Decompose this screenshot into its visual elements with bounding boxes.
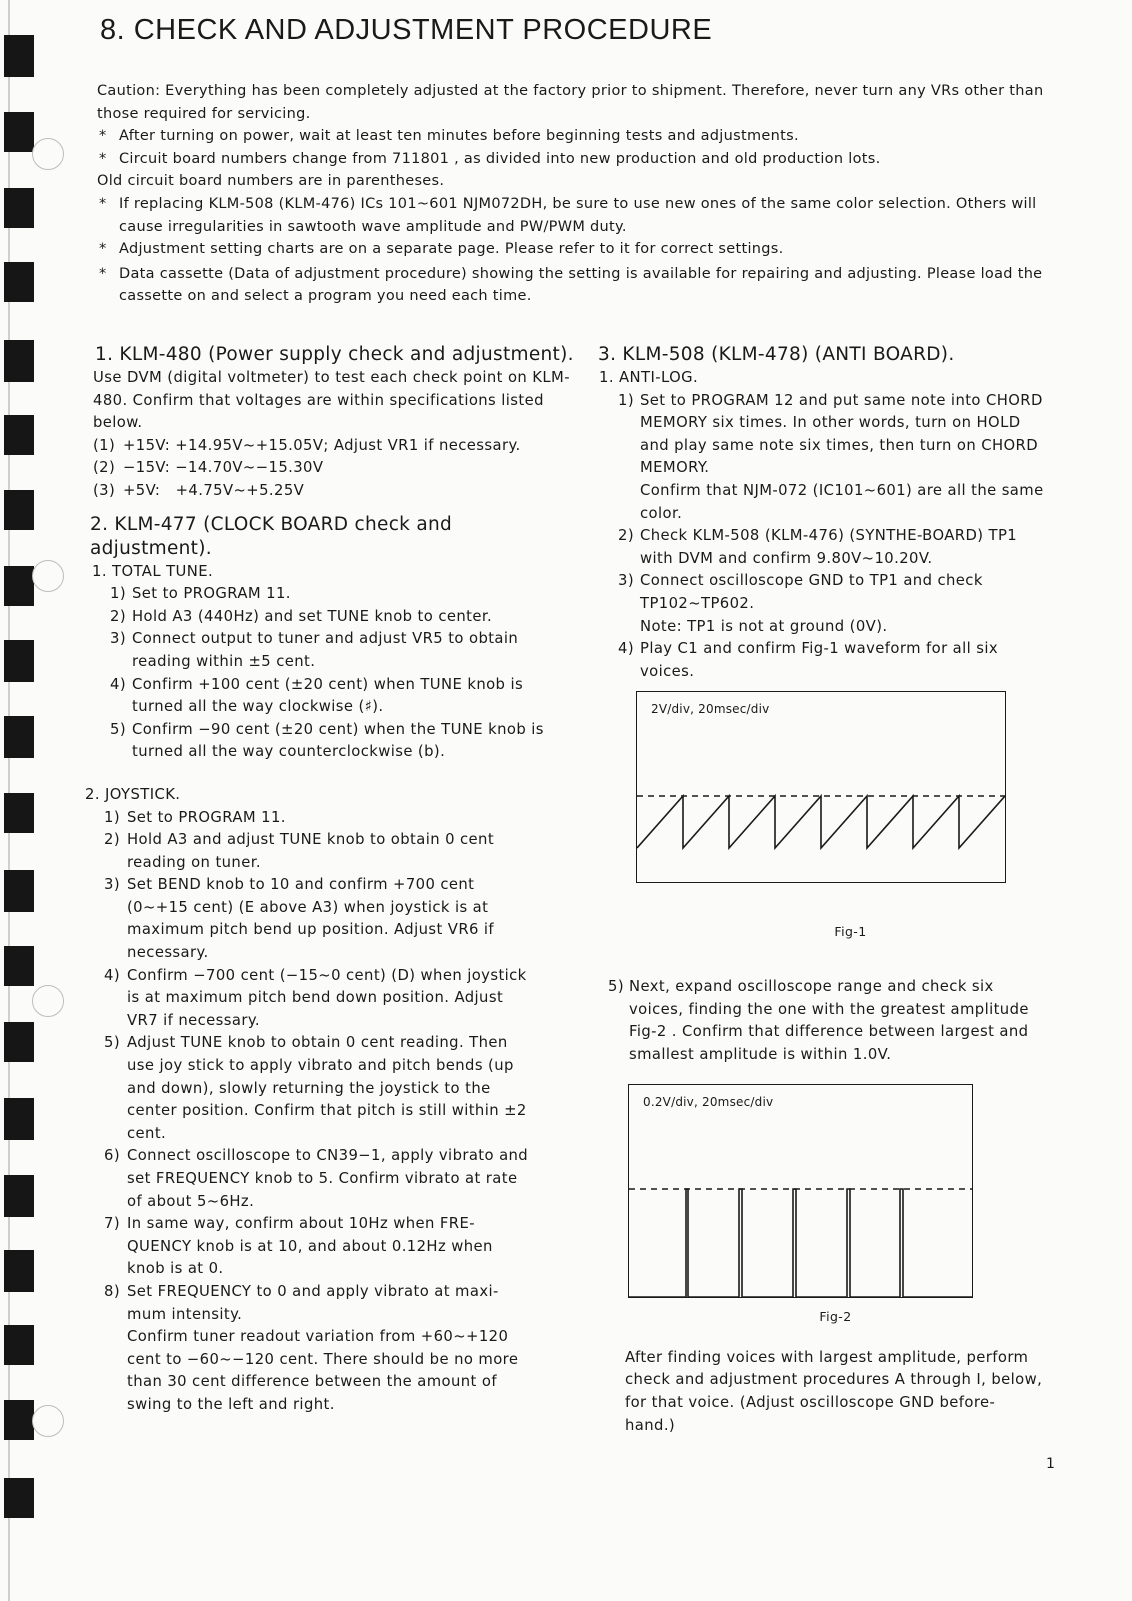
list-item: 4) Play C1 and confirm Fig-1 waveform for all six voices.: [618, 640, 999, 680]
figure-label: 0.2V/div, 20msec/div: [643, 1095, 774, 1110]
right-column: [598, 343, 1053, 1437]
pulse-waveform: [629, 1085, 972, 1297]
caution-block: [97, 80, 1062, 308]
figure-caption: Fig-2: [819, 1309, 852, 1325]
figure-caption: Fig-1: [834, 924, 867, 940]
section-heading: 1. KLM-480 (Power supply check and adjustment).: [95, 344, 574, 365]
list-item: 5) Next, expand oscilloscope range and check six voices, finding the one with the greatest amplitude Fig-2 . Confirm that difference between largest and smallest amplitude is within 1.0V.: [608, 977, 1029, 1063]
list-item: 5) Confirm −90 cent (±20 cent) when the TUNE knob is turned all the way counterclockwise (b).: [110, 720, 544, 761]
oscilloscope-figure-1: [636, 691, 1006, 883]
caution-bullet: * If replacing KLM-508 (KLM-476) ICs 101~601 NJM072DH, be sure to use new ones of the same color selection. Others will cause irregularities in sawtooth wave amplitude and PW/PWM duty.: [97, 193, 1062, 238]
page-title: 8. CHECK AND ADJUSTMENT PROCEDURE: [100, 14, 713, 46]
list-item: 4) Confirm +100 cent (±20 cent) when TUNE knob is turned all the way clockwise (♯).: [110, 675, 524, 716]
caution-bullet: * Data cassette (Data of adjustment procedure) showing the setting is available for repairing and adjusting. Please load the cassette on and select a program you need each time.: [97, 263, 1062, 308]
list-item: 1) Set to PROGRAM 11.: [104, 808, 286, 826]
list-item-continued: Confirm tuner readout variation from +60~+120 cent to −60~−120 cent. There should be no more than 30 cent difference between the amount of swing to the left and right.: [127, 1328, 519, 1413]
list-item: (3) +5V: +4.75V~+5.25V: [93, 481, 305, 499]
closing-paragraph: After finding voices with largest amplitude, perform check and adjustment procedures A through I, below, for that voice. (Adjust oscilloscope GND before-hand.): [625, 1348, 1043, 1434]
binding-mark: [4, 946, 34, 986]
binding-mark: [4, 188, 34, 228]
binding-mark: [4, 640, 34, 682]
section-heading: 3. KLM-508 (KLM-478) (ANTI BOARD).: [598, 344, 955, 365]
binding-ring: [32, 138, 64, 170]
binding-mark: [4, 1400, 34, 1440]
binding-mark: [4, 1478, 34, 1518]
list-item: 2) Check KLM-508 (KLM-476) (SYNTHE-BOARD) TP1 with DVM and confirm 9.80V~10.20V.: [618, 527, 1018, 567]
binding-mark: [4, 716, 34, 758]
figure-label: 2V/div, 20msec/div: [651, 702, 770, 717]
joystick-steps: [104, 807, 580, 1417]
list-item: 6) Connect oscilloscope to CN39−1, apply vibrato and set FREQUENCY knob to 5. Confirm vibrato at rate of about 5~6Hz.: [104, 1147, 529, 1210]
binding-mark: [4, 340, 34, 382]
subsection-heading: 1. TOTAL TUNE.: [92, 562, 214, 580]
list-item-continued: Confirm that NJM-072 (IC101~601) are all the same color.: [640, 481, 1044, 522]
binding-ring: [32, 1405, 64, 1437]
caution-bullet: * Adjustment setting charts are on a separate page. Please refer to it for correct settings.: [97, 238, 1062, 261]
subsection-heading: 2. JOYSTICK.: [85, 785, 181, 803]
section-heading: 2. KLM-477 (CLOCK BOARD check and adjustment).: [90, 513, 453, 559]
binding-mark: [4, 262, 34, 302]
binding-mark: [4, 415, 34, 455]
binding-ring: [32, 985, 64, 1017]
list-item: 8) Set FREQUENCY to 0 and apply vibrato at maxi-mum intensity.: [104, 1282, 499, 1323]
list-item: 3) Connect output to tuner and adjust VR5 to obtain reading within ±5 cent.: [110, 630, 519, 670]
list-item: 7) In same way, confirm about 10Hz when FRE-QUENCY knob is at 10, and about 0.12Hz when knob is at 0.: [104, 1215, 493, 1278]
note: Note: TP1 is not at ground (0V).: [640, 617, 888, 635]
binding-mark: [4, 112, 34, 152]
binding-edge: [0, 0, 60, 1601]
binding-ring: [32, 560, 64, 592]
list-item: 3) Set BEND knob to 10 and confirm +700 cent (0~+15 cent) (E above A3) when joystick is at maximum pitch bend up position. Adjust VR6 if necessary.: [104, 876, 495, 962]
subsection-heading: 1. ANTI-LOG.: [599, 369, 699, 386]
binding-mark: [4, 490, 34, 530]
antilog-steps-continued: [608, 976, 1053, 1066]
binding-mark: [4, 566, 34, 606]
tune-steps: [110, 583, 580, 764]
list-item: 2) Hold A3 and adjust TUNE knob to obtain 0 cent reading on tuner.: [104, 831, 495, 871]
list-item: (2) −15V: −14.70V~−15.30V: [93, 459, 324, 477]
list-item: 5) Adjust TUNE knob to obtain 0 cent reading. Then use joy stick to apply vibrato and pitch bends (up and down), slowly returning the joystick to the center position. Confirm that pitch is still within ±2 cent.: [104, 1034, 527, 1142]
page-number: 1: [1046, 1456, 1055, 1472]
sawtooth-waveform: [637, 692, 1005, 882]
list-item: 1) Set to PROGRAM 12 and put same note into CHORD MEMORY six times. In other words, turn on HOLD and play same note six times, then turn on CHORD MEMORY.: [618, 391, 1043, 477]
list-item: 2) Hold A3 (440Hz) and set TUNE knob to center.: [110, 607, 493, 625]
caution-note: Old circuit board numbers are in parentheses.: [97, 173, 445, 190]
binding-mark: [4, 1022, 34, 1062]
binding-mark: [4, 1175, 34, 1217]
antilog-steps: [618, 390, 1053, 684]
list-item: 1) Set to PROGRAM 11.: [110, 585, 291, 603]
binding-mark: [4, 1098, 34, 1140]
binding-mark: [4, 35, 34, 77]
section-body: Use DVM (digital voltmeter) to test each check point on KLM-480. Confirm that voltages are within specifications listed below.: [93, 369, 570, 432]
binding-mark: [4, 870, 34, 912]
oscilloscope-figure-2: [628, 1084, 973, 1298]
left-column: [85, 343, 580, 1417]
binding-mark: [4, 1325, 34, 1365]
caution-bullet: * Circuit board numbers change from 711801 , as divided into new production and old production lots.: [97, 148, 1062, 171]
list-item: (1) +15V: +14.95V~+15.05V; Adjust VR1 if necessary.: [93, 436, 521, 454]
binding-mark: [4, 793, 34, 833]
list-item: 3) Connect oscilloscope GND to TP1 and check TP102~TP602.: [618, 572, 983, 612]
voltage-list: [93, 435, 580, 503]
caution-intro: Caution: Everything has been completely adjusted at the factory prior to shipment. Therefore, never turn any VRs other than those required for servicing.: [97, 83, 1044, 122]
list-item: 4) Confirm −700 cent (−15~0 cent) (D) when joystick is at maximum pitch bend down position. Adjust VR7 if necessary.: [104, 966, 527, 1029]
binding-mark: [4, 1250, 34, 1292]
caution-bullet: * After turning on power, wait at least ten minutes before beginning tests and adjustments.: [97, 125, 1062, 148]
